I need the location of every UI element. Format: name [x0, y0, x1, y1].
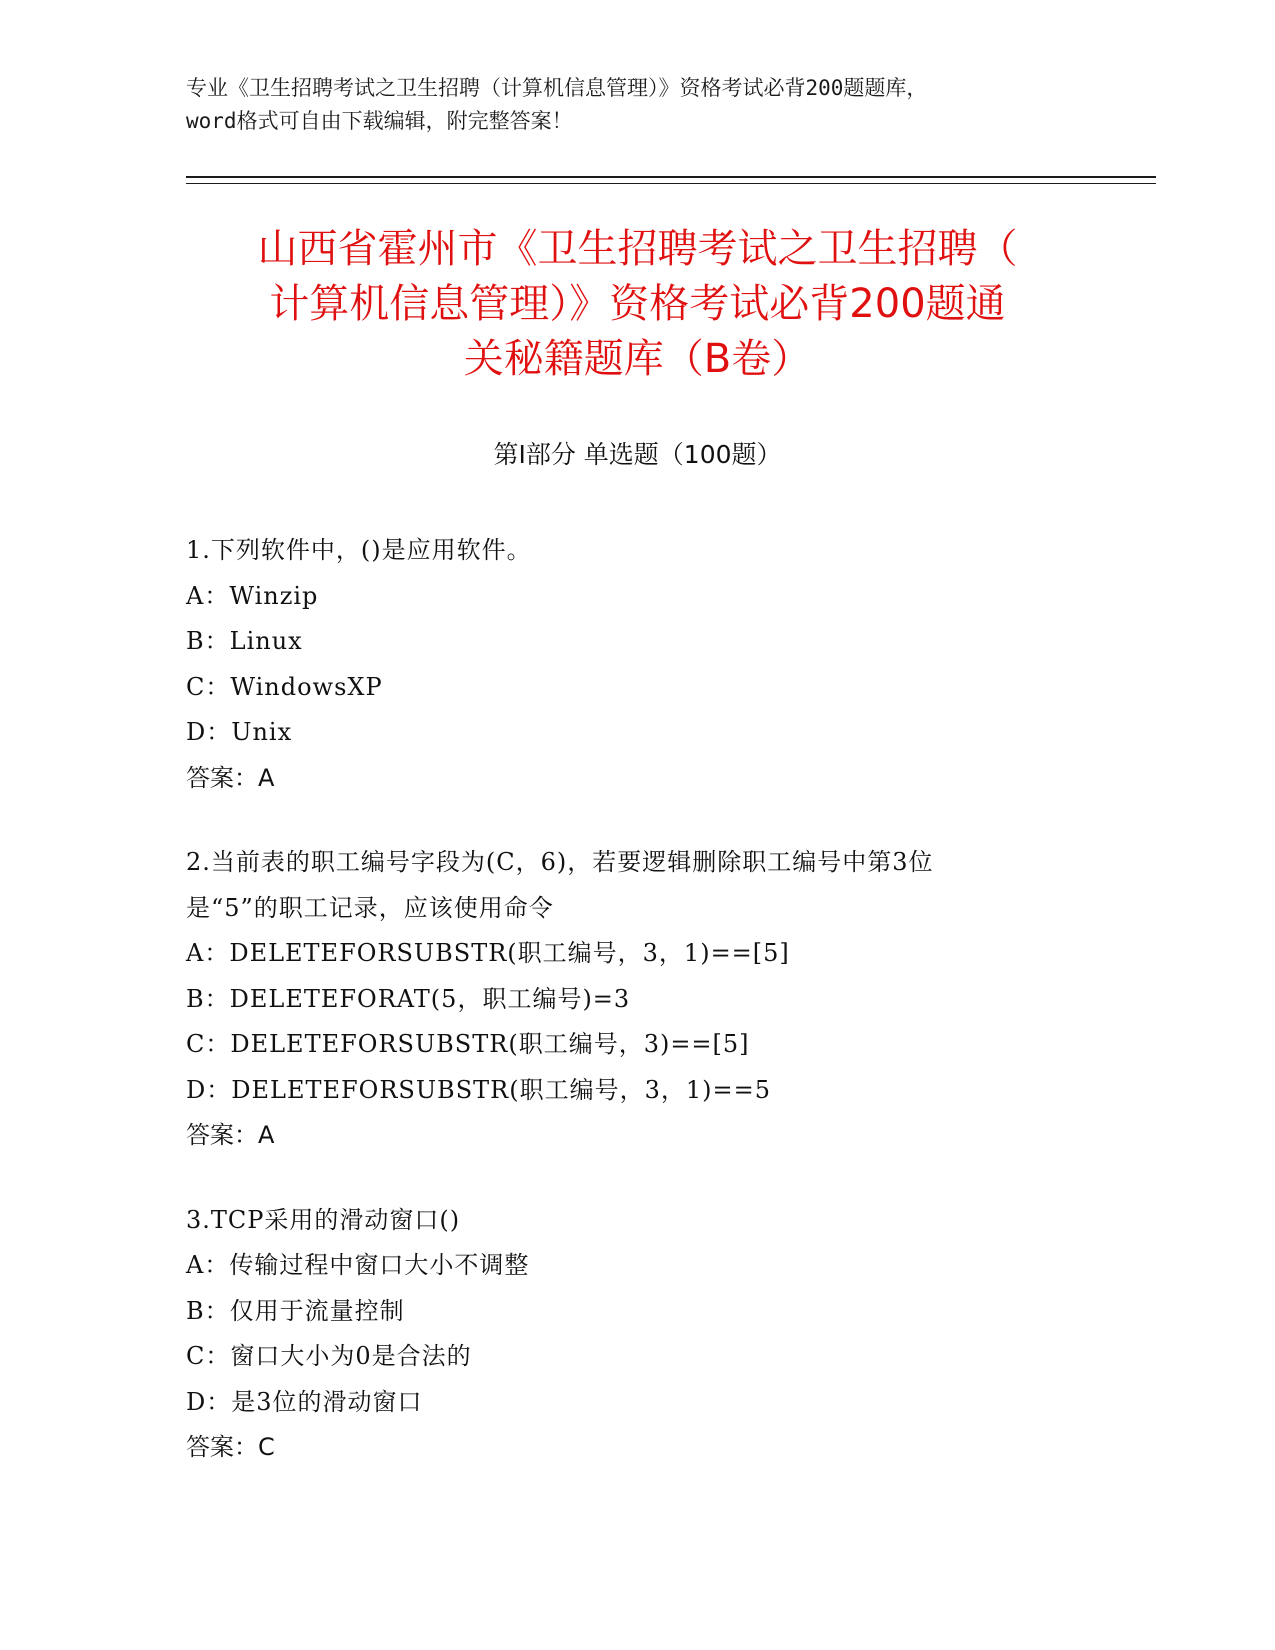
document-title-line-3: 关秘籍题库（B卷）	[463, 336, 812, 382]
option-d: D：Unix	[186, 718, 293, 746]
option-b: B：Linux	[186, 627, 303, 655]
question-3	[186, 1198, 1086, 1471]
document-title	[150, 222, 1125, 387]
answer: 答案：A	[186, 1121, 275, 1149]
question-stem: 1.下列软件中，()是应用软件。	[186, 536, 532, 564]
option-c: C：WindowsXP	[186, 672, 383, 701]
section-title: 第Ⅰ部分 单选题（100题）	[493, 440, 782, 469]
option-d: D：是3位的滑动窗口	[186, 1387, 423, 1416]
question-stem: 3.TCP采用的滑动窗口()	[186, 1205, 461, 1234]
option-a: A：Winzip	[186, 581, 319, 610]
header-divider-thick	[186, 176, 1156, 178]
option-b: B：仅用于流量控制	[186, 1296, 405, 1325]
document-title-line-2: 计算机信息管理）》资格考试必背200题通	[269, 281, 1006, 327]
option-d: D：DELETEFORSUBSTR(职工编号，3，1)==5	[186, 1075, 771, 1104]
question-list	[186, 528, 1086, 1510]
header-note-line-2: word格式可自由下载编辑，附完整答案！	[186, 109, 573, 133]
question-stem-continued: 是“5”的职工记录，应该使用命令	[186, 893, 554, 922]
answer: 答案：C	[186, 1433, 275, 1461]
header-note	[186, 72, 1086, 138]
header-divider-thin	[186, 183, 1156, 184]
question-stem: 2.当前表的职工编号字段为(C，6)，若要逻辑删除职工编号中第3位	[186, 848, 934, 876]
option-c: C：窗口大小为0是合法的	[186, 1342, 472, 1370]
question-1	[186, 528, 1086, 801]
document-title-line-1: 山西省霍州市《卫生招聘考试之卫生招聘（	[257, 226, 1018, 272]
option-b: B：DELETEFORAT(5，职工编号)=3	[186, 984, 631, 1013]
question-2	[186, 840, 1086, 1159]
option-c: C：DELETEFORSUBSTR(职工编号，3)==[5]	[186, 1030, 750, 1058]
option-a: A：DELETEFORSUBSTR(职工编号，3，1)==[5]	[186, 939, 790, 967]
answer: 答案：A	[186, 763, 275, 792]
option-a: A：传输过程中窗口大小不调整	[186, 1251, 530, 1279]
header-note-line-1: 专业《卫生招聘考试之卫生招聘（计算机信息管理）》资格考试必背200题题库，	[186, 76, 928, 100]
